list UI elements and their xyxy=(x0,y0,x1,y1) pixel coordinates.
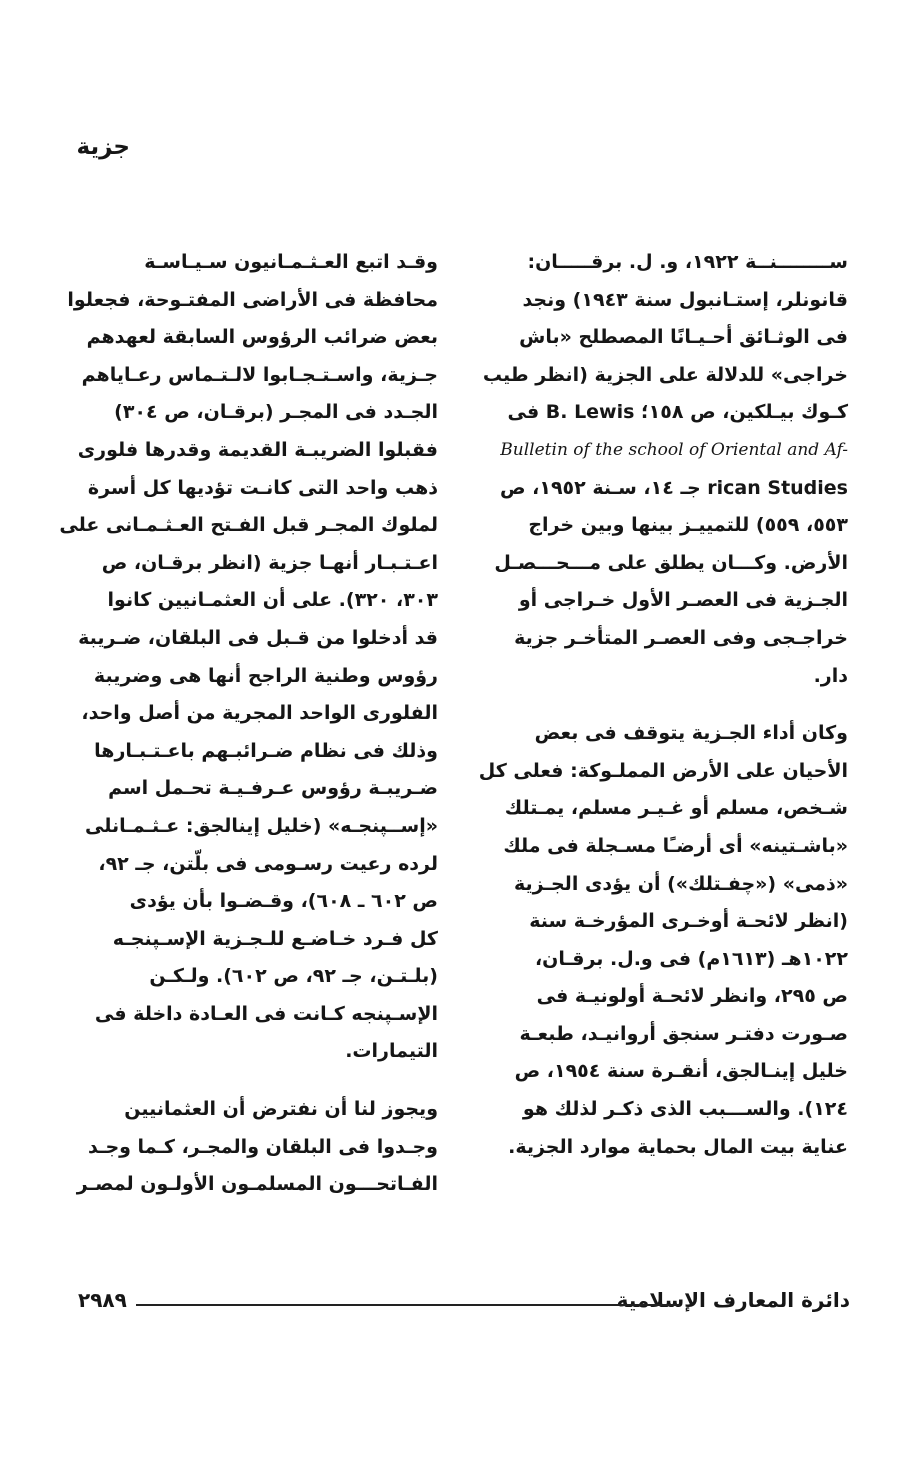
text-line: الفلورى الواحد المجرية من أصل واحد، xyxy=(81,702,438,725)
text-line: الجـزية فى العصـر الأول خـراجى أو xyxy=(518,589,848,612)
text-line: (انظر لائحـة أوخـرى المؤرخـة سنة xyxy=(529,910,848,933)
text-line: فى الوثـائق أحـيـانًا المصطلح «باش xyxy=(519,326,848,349)
text-line: صـورت دفتـر سنجق أروانيـد، طبعـة xyxy=(519,1022,848,1045)
text-line: اعـتـبـار أنهـا جزية (انظر برقـان، ص xyxy=(101,551,438,574)
text-line: كـوك بيـلكين، ص ١٥٨؛ B. Lewis فى xyxy=(507,401,848,424)
text-line: (بلـتـن، جـ ٩٢، ص ٦٠٢). ولـكـن xyxy=(149,965,438,988)
text-line: Bulletin of the school of Oriental and Af- xyxy=(500,439,848,460)
text-line: ضـريبـة رؤوس عـرفـيـة تحـمل اسم xyxy=(108,777,438,800)
text-line: ١٠٢٢هـ (١٦١٣م) فى و.ل. برقـان، xyxy=(534,947,848,970)
footer-rule xyxy=(136,1304,680,1306)
text-line: بعض ضرائب الرؤوس السابقة لعهدهم xyxy=(86,326,438,349)
text-line: ص ٢٩٥، وانظر لائحـة أولونيـة فى xyxy=(536,985,848,1008)
text-line: ٣٠٣، ٣٢٠). على أن العثمـانيين كانوا xyxy=(107,589,438,612)
text-line: وقـد اتبع العـثـمـانيون سـيـاسـة xyxy=(144,251,438,273)
text-line: قانونلر، إستـانبول سنة ١٩٤٣) ونجد xyxy=(522,288,848,311)
text-line: التيمارات. xyxy=(345,1040,438,1063)
running-head-title: جزية xyxy=(76,134,130,160)
text-line: ص ٦٠٢ ـ ٦٠٨)، وقـضـوا بأن يؤدى xyxy=(129,890,438,913)
publication-title: دائرة المعارف الإسلامية xyxy=(616,1288,850,1312)
text-line: شـخص، مسلم أو غـيـر مسلم، يمـتلك xyxy=(504,797,848,820)
text-line: رؤوس وطنية الراجح أنها هى وضريبة xyxy=(93,664,438,687)
text-line: الفـاتحـــون المسلمـون الأولـون لمصـر xyxy=(76,1173,438,1196)
text-line: خراجى» للدلالة على الجزية (انظر طيب xyxy=(482,363,848,386)
text-line: الإسـپنجه كـانت فى العـادة داخلة فى xyxy=(94,1002,438,1025)
text-line: ذهب واحد التى كانـت تؤديها كل أسرة xyxy=(87,476,438,499)
text-line: الأرض. وكـــان يطلق على مـــحـــصـل xyxy=(494,551,848,574)
text-line: لملوك المجـر قبل الفـتح العـثـمـانى على xyxy=(59,514,438,537)
left-column xyxy=(59,244,438,1204)
text-line: «إســپنجـه» (خليل إينالجق: عـثـمـانلى xyxy=(85,814,438,837)
text-line: دار. xyxy=(813,664,848,687)
right-column xyxy=(478,244,848,1166)
text-line: الجـدد فى المجـر (برقـان، ص ٣٠٤) xyxy=(114,401,438,424)
text-line: لرده رعيت رسـومى فى بلّتن، جـ ٩٢، xyxy=(98,852,438,875)
text-line: ســــــــنــة ١٩٢٢، و. ل. برقـــــان: xyxy=(527,251,848,273)
page-number: ٢٩٨٩ xyxy=(78,1288,127,1312)
page-footer xyxy=(78,1288,850,1318)
text-line: وجـدوا فى البلقان والمجـر، كـما وجـد xyxy=(87,1135,438,1158)
paragraph-gap xyxy=(70,1071,438,1091)
text-line: جـزية، واسـتـجـابوا لالـتـماس رعـاياهم xyxy=(81,363,438,386)
text-line: خليل إينـالجق، أنقـرة سنة ١٩٥٤، ص xyxy=(514,1060,848,1083)
text-line: وكان أداء الجـزية يتوقف فى بعض xyxy=(534,722,848,745)
text-line: «باشـتينه» أى أرضـًا مسـجلة فى ملك xyxy=(503,834,848,857)
text-line: ١٢٤). والســـبب الذى ذكـر لذلك هو xyxy=(522,1098,848,1121)
text-line: فقبلوا الضريبـة القديمة وقدرها فلورى xyxy=(77,438,438,461)
text-line: عناية بيت المال بحماية موارد الجزية. xyxy=(508,1135,848,1158)
text-line: الأحيان على الأرض المملـوكة: فعلى كل xyxy=(478,759,848,782)
text-line: ٥٥٣، ٥٥٩) للتمييـز بينها وبين خراج xyxy=(528,514,848,537)
text-line: rican Studies جـ ١٤، سـنة ١٩٥٢، ص xyxy=(499,476,848,499)
text-line: ويجوز لنا أن نفترض أن العثمانيين xyxy=(124,1098,438,1121)
text-line: وذلك فى نظام ضـرائبـهم باعـتـبـارها xyxy=(94,739,438,762)
text-line: محافظة فى الأراضى المفتـوحة، فجعلوا xyxy=(67,288,438,311)
text-line: «ذمى» («چفـتلك») أن يؤدى الجـزية xyxy=(514,872,848,895)
text-line: كل فـرد خـاضـع للـجـزية الإسـپنجـه xyxy=(112,927,438,950)
text-line: خراجـجى وفى العصـر المتأخـر جزية xyxy=(514,626,848,649)
paragraph-gap xyxy=(490,695,848,715)
text-line: قد أدخلوا من قـبل فى البلقان، ضـريبة xyxy=(78,626,438,649)
